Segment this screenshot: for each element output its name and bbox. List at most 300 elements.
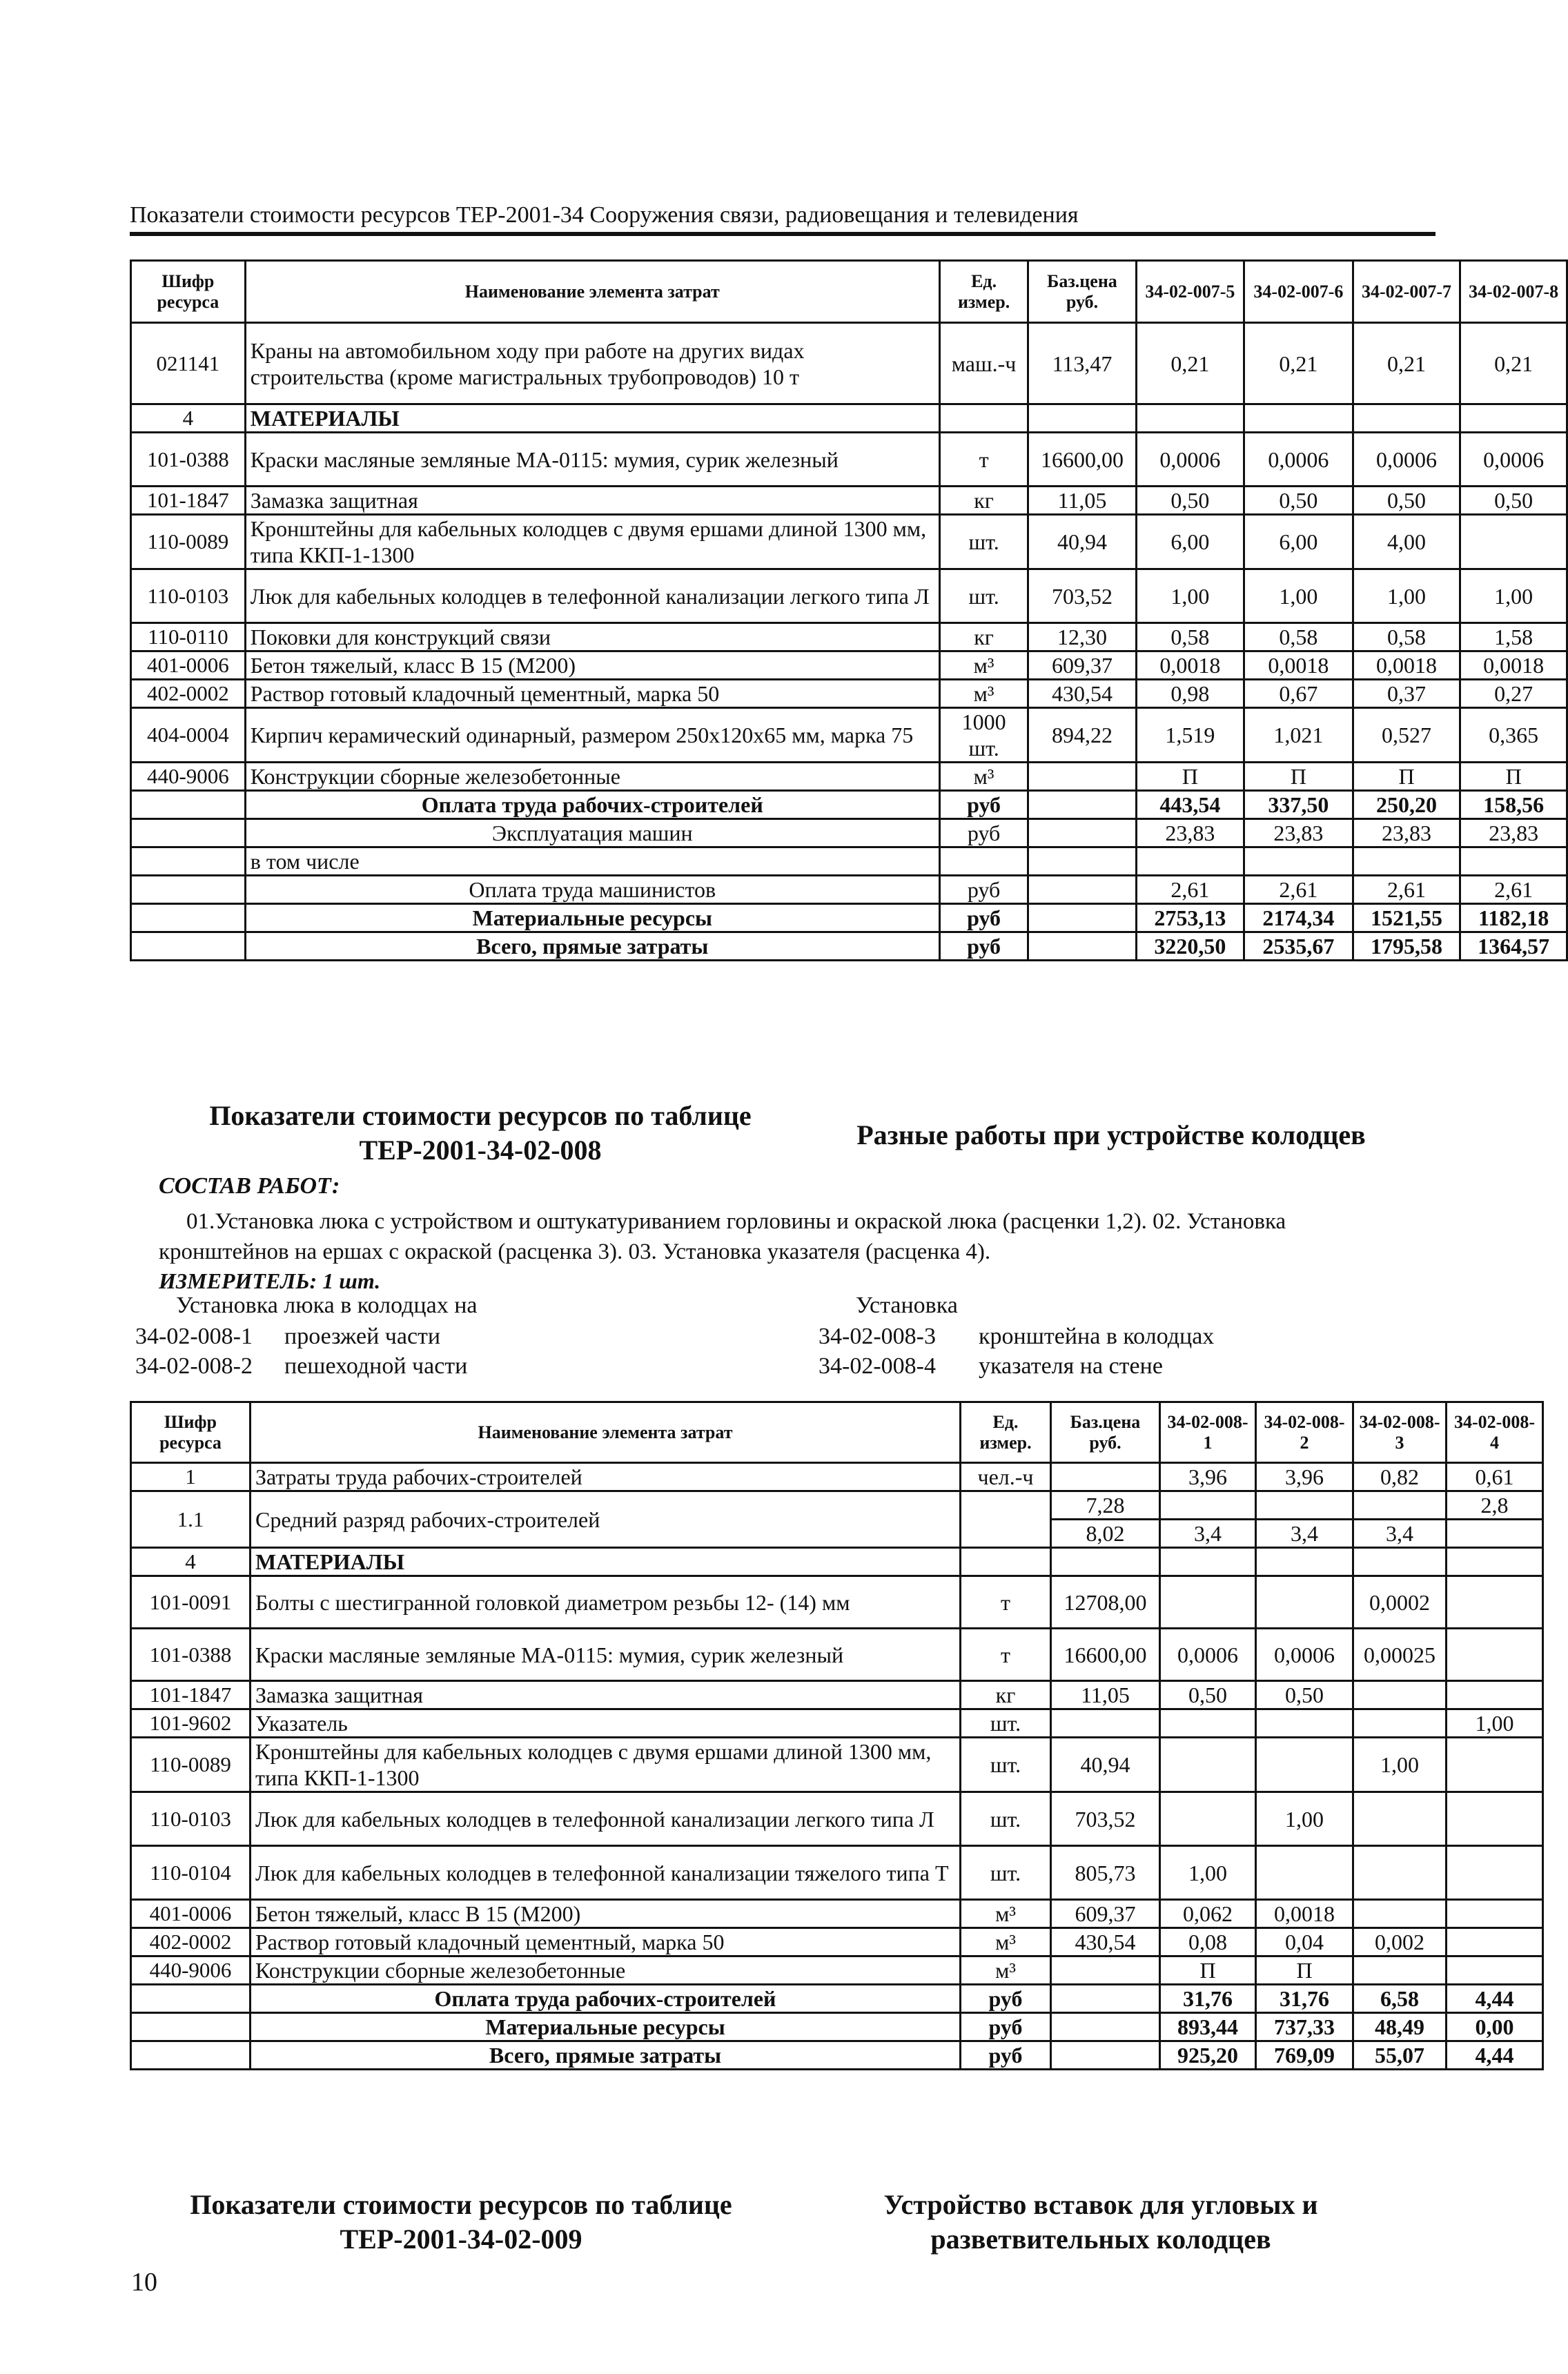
cell-value: 3,4 <box>1256 1520 1353 1548</box>
cell-code <box>131 847 246 876</box>
cell-price: 430,54 <box>1028 680 1136 708</box>
cell-price: 609,37 <box>1051 1900 1160 1928</box>
cell-code: 402-0002 <box>131 680 246 708</box>
cell-name: Кирпич керамический одинарный, размером 250х120х65 мм, марка 75 <box>245 708 939 763</box>
cell-name: Конструкции сборные железобетонные <box>251 1956 961 1985</box>
variant-code: 34-02-008-2 <box>135 1353 253 1379</box>
cell-name: Всего, прямые затраты <box>251 2041 961 2070</box>
cell-price: 703,52 <box>1051 1792 1160 1846</box>
cell-value <box>1460 404 1567 433</box>
cell-price <box>1051 1463 1160 1491</box>
cell-code: 101-9602 <box>131 1709 251 1738</box>
cell-value <box>1447 1792 1543 1846</box>
cell-value <box>1160 1491 1256 1520</box>
cell-value: 1,00 <box>1136 569 1244 623</box>
cell-name: Оплата труда машинистов <box>245 876 939 904</box>
cell-unit: шт. <box>939 569 1028 623</box>
cell-value: 4,44 <box>1447 2041 1543 2070</box>
table-row <box>131 487 1567 515</box>
table-row <box>131 404 1567 433</box>
header-col-2: 34-02-008-2 <box>1256 1402 1353 1463</box>
cell-value: 0,61 <box>1447 1463 1543 1491</box>
cell-value: 55,07 <box>1353 2041 1447 2070</box>
cell-value: 0,0018 <box>1460 651 1567 680</box>
cell-value <box>1447 1520 1543 1548</box>
cell-value: 0,21 <box>1460 323 1567 404</box>
cell-code <box>131 2013 251 2041</box>
table-row <box>131 791 1567 819</box>
cell-value <box>1160 1738 1256 1792</box>
table-row <box>131 904 1567 932</box>
header-col-4: 34-02-007-8 <box>1460 261 1567 323</box>
header-code: Шифр ресурса <box>131 261 246 323</box>
cell-unit: 1000 шт. <box>939 708 1028 763</box>
cell-code: 110-0104 <box>131 1846 251 1900</box>
table-row <box>131 1792 1543 1846</box>
cell-value: 0,0006 <box>1353 433 1460 487</box>
cell-value: 1,021 <box>1244 708 1353 763</box>
cell-value <box>1256 1576 1353 1629</box>
cell-value: 2753,13 <box>1136 904 1244 932</box>
table-row <box>131 433 1567 487</box>
cell-value <box>1160 1548 1256 1576</box>
cell-price: 40,94 <box>1051 1738 1160 1792</box>
cell-code: 4 <box>131 1548 251 1576</box>
cell-unit <box>939 404 1028 433</box>
cell-value: 0,21 <box>1353 323 1460 404</box>
cell-value: 0,527 <box>1353 708 1460 763</box>
cell-value: 0,0006 <box>1160 1629 1256 1681</box>
header-col-1: 34-02-007-5 <box>1136 261 1244 323</box>
cell-code: 110-0110 <box>131 623 246 651</box>
table-row <box>131 763 1567 791</box>
variant-code: 34-02-008-3 <box>819 1324 936 1349</box>
cell-value <box>1160 1576 1256 1629</box>
cell-value: 443,54 <box>1136 791 1244 819</box>
cell-code: 021141 <box>131 323 246 404</box>
cell-unit: м³ <box>939 651 1028 680</box>
cell-value: 0,04 <box>1256 1928 1353 1956</box>
cell-value: 6,00 <box>1136 515 1244 569</box>
cell-unit: шт. <box>939 515 1028 569</box>
resource-table-007 <box>130 259 1568 961</box>
cell-price: 11,05 <box>1028 487 1136 515</box>
cell-value: 23,83 <box>1353 819 1460 847</box>
cell-name: Конструкции сборные железобетонные <box>245 763 939 791</box>
table-row <box>131 2041 1543 2070</box>
cell-value: 1,00 <box>1447 1709 1543 1738</box>
cell-code <box>131 904 246 932</box>
cell-value <box>1353 1709 1447 1738</box>
cell-code: 1 <box>131 1463 251 1491</box>
cell-unit <box>961 1548 1051 1576</box>
cell-value <box>1447 1681 1543 1709</box>
cell-value: 1,00 <box>1460 569 1567 623</box>
cell-value: 23,83 <box>1136 819 1244 847</box>
cell-value: 0,0002 <box>1353 1576 1447 1629</box>
cell-value: 2,61 <box>1353 876 1460 904</box>
cell-value: 48,49 <box>1353 2013 1447 2041</box>
cell-value <box>1353 1491 1447 1520</box>
cell-value <box>1447 1738 1543 1792</box>
table-row <box>131 1709 1543 1738</box>
cell-unit: руб <box>961 1985 1051 2013</box>
table-row <box>131 1548 1543 1576</box>
cell-value: 23,83 <box>1460 819 1567 847</box>
cell-unit: шт. <box>961 1738 1051 1792</box>
cell-name: Поковки для конструкций связи <box>245 623 939 651</box>
cell-value: 1,00 <box>1244 569 1353 623</box>
cell-value <box>1256 1709 1353 1738</box>
header-price: Баз.цена руб. <box>1051 1402 1160 1463</box>
cell-price <box>1051 1709 1160 1738</box>
cell-name: Бетон тяжелый, класс В 15 (М200) <box>251 1900 961 1928</box>
cell-value: 3,4 <box>1353 1520 1447 1548</box>
cell-value: 6,00 <box>1244 515 1353 569</box>
cell-value: 3220,50 <box>1136 932 1244 961</box>
cell-unit <box>939 847 1028 876</box>
table-row <box>131 1985 1543 2013</box>
cell-value: 0,0018 <box>1353 651 1460 680</box>
resource-table-008 <box>130 1401 1544 2070</box>
cell-value: 1364,57 <box>1460 932 1567 961</box>
cell-value: 1795,58 <box>1353 932 1460 961</box>
cell-unit <box>961 1491 1051 1548</box>
cell-value: П <box>1353 763 1460 791</box>
cell-code: 110-0089 <box>131 515 246 569</box>
cell-value: 4,44 <box>1447 1985 1543 2013</box>
cell-value: П <box>1256 1956 1353 1985</box>
cell-value <box>1447 1629 1543 1681</box>
cell-price: 894,22 <box>1028 708 1136 763</box>
cell-price <box>1028 791 1136 819</box>
table-row <box>131 932 1567 961</box>
cell-name: Люк для кабельных колодцев в телефонной канализации легкого типа Л <box>251 1792 961 1846</box>
cell-price: 805,73 <box>1051 1846 1160 1900</box>
cell-unit: т <box>939 433 1028 487</box>
cell-value <box>1353 847 1460 876</box>
cell-price <box>1051 1548 1160 1576</box>
cell-name: Оплата труда рабочих-строителей <box>245 791 939 819</box>
section-heading-left: Показатели стоимости ресурсов по таблице ТЕР-2001-34-02-008 <box>209 1100 752 1166</box>
cell-unit: шт. <box>961 1792 1051 1846</box>
cell-price: 16600,00 <box>1028 433 1136 487</box>
cell-price <box>1028 404 1136 433</box>
cell-name: Замазка защитная <box>251 1681 961 1709</box>
table-row <box>131 1928 1543 1956</box>
cell-value <box>1353 1846 1447 1900</box>
cell-code <box>131 932 246 961</box>
cell-name: Затраты труда рабочих-строителей <box>251 1463 961 1491</box>
cell-value <box>1244 404 1353 433</box>
cell-value: 2,61 <box>1136 876 1244 904</box>
header-col-3: 34-02-007-7 <box>1353 261 1460 323</box>
cell-name: Болты с шестигранной головкой диаметром резьбы 12- (14) мм <box>251 1576 961 1629</box>
cell-value <box>1353 1548 1447 1576</box>
table-row <box>131 323 1567 404</box>
cell-value <box>1136 847 1244 876</box>
cell-value: 2174,34 <box>1244 904 1353 932</box>
table-row <box>131 1738 1543 1792</box>
cell-unit: т <box>961 1629 1051 1681</box>
cell-value: 1,00 <box>1353 569 1460 623</box>
cell-value: 0,50 <box>1460 487 1567 515</box>
cell-value: 0,82 <box>1353 1463 1447 1491</box>
table-row <box>131 847 1567 876</box>
cell-code <box>131 2041 251 2070</box>
cell-unit: м³ <box>961 1956 1051 1985</box>
table-row <box>131 1576 1543 1629</box>
cell-value: 337,50 <box>1244 791 1353 819</box>
cell-value <box>1256 1738 1353 1792</box>
cell-value <box>1460 515 1567 569</box>
cell-name: Указатель <box>251 1709 961 1738</box>
table-row <box>131 680 1567 708</box>
cell-value: 1,519 <box>1136 708 1244 763</box>
variant-text: указателя на стене <box>979 1353 1163 1379</box>
cell-value: 3,96 <box>1160 1463 1256 1491</box>
cell-unit: руб <box>939 819 1028 847</box>
cell-value: 4,00 <box>1353 515 1460 569</box>
cell-code <box>131 819 246 847</box>
table-row <box>131 1491 1543 1520</box>
cell-unit: м³ <box>939 763 1028 791</box>
cell-unit: руб <box>939 932 1028 961</box>
cell-value: 0,0006 <box>1256 1629 1353 1681</box>
cell-name: Кронштейны для кабельных колодцев с двумя ершами длиной 1300 мм, типа ККП-1-1300 <box>251 1738 961 1792</box>
header-name: Наименование элемента затрат <box>251 1402 961 1463</box>
cell-value <box>1460 847 1567 876</box>
cell-value: П <box>1136 763 1244 791</box>
cell-price: 113,47 <box>1028 323 1136 404</box>
cell-value: 23,83 <box>1244 819 1353 847</box>
cell-price: 7,28 <box>1051 1491 1160 1520</box>
cell-code <box>131 791 246 819</box>
measure-label: ИЗМЕРИТЕЛЬ: 1 шт. <box>159 1268 381 1293</box>
cell-code: 4 <box>131 404 246 433</box>
cell-unit: чел.-ч <box>961 1463 1051 1491</box>
cell-code: 401-0006 <box>131 1900 251 1928</box>
table-row <box>131 651 1567 680</box>
variant-code: 34-02-008-1 <box>135 1324 253 1349</box>
cell-code: 440-9006 <box>131 1956 251 1985</box>
cell-value <box>1353 1681 1447 1709</box>
cell-code: 101-1847 <box>131 1681 251 1709</box>
cell-value: 0,0006 <box>1244 433 1353 487</box>
cell-value <box>1136 404 1244 433</box>
cell-unit: руб <box>939 791 1028 819</box>
cell-value: 0,365 <box>1460 708 1567 763</box>
cell-value: 0,062 <box>1160 1900 1256 1928</box>
cell-price: 609,37 <box>1028 651 1136 680</box>
cell-name: Оплата труда рабочих-строителей <box>251 1985 961 2013</box>
cell-value <box>1353 1792 1447 1846</box>
cell-price: 12708,00 <box>1051 1576 1160 1629</box>
cell-price <box>1051 2041 1160 2070</box>
cell-value <box>1447 1956 1543 1985</box>
table-header-row <box>131 261 1567 323</box>
cell-code: 401-0006 <box>131 651 246 680</box>
cell-unit: маш.-ч <box>939 323 1028 404</box>
cell-value: 0,27 <box>1460 680 1567 708</box>
cell-value <box>1447 1576 1543 1629</box>
cell-name: Люк для кабельных колодцев в телефонной канализации легкого типа Л <box>245 569 939 623</box>
cell-value: 0,0018 <box>1136 651 1244 680</box>
header-code: Шифр ресурса <box>131 1402 251 1463</box>
cell-value: 2,8 <box>1447 1491 1543 1520</box>
cell-value: 2535,67 <box>1244 932 1353 961</box>
table-row <box>131 876 1567 904</box>
page-number: 10 <box>131 2268 157 2297</box>
cell-value: 925,20 <box>1160 2041 1256 2070</box>
cell-price <box>1028 876 1136 904</box>
cell-value: 1521,55 <box>1353 904 1460 932</box>
cell-name: Люк для кабельных колодцев в телефонной канализации тяжелого типа Т <box>251 1846 961 1900</box>
cell-name: МАТЕРИАЛЫ <box>251 1548 961 1576</box>
cell-price <box>1051 1985 1160 2013</box>
cell-name: Бетон тяжелый, класс В 15 (М200) <box>245 651 939 680</box>
cell-value: 0,21 <box>1136 323 1244 404</box>
table-row <box>131 1900 1543 1928</box>
cell-name: Кронштейны для кабельных колодцев с двумя ершами длиной 1300 мм, типа ККП-1-1300 <box>245 515 939 569</box>
header-col-1: 34-02-008-1 <box>1160 1402 1256 1463</box>
cell-value: 0,50 <box>1353 487 1460 515</box>
variant-text: проезжей части <box>284 1324 441 1349</box>
cell-value: 0,08 <box>1160 1928 1256 1956</box>
cell-unit: руб <box>961 2013 1051 2041</box>
cell-value: 0,50 <box>1160 1681 1256 1709</box>
cell-value: 769,09 <box>1256 2041 1353 2070</box>
section-heading-left: Показатели стоимости ресурсов по таблице ТЕР-2001-34-02-009 <box>190 2189 732 2255</box>
cell-value <box>1353 1900 1447 1928</box>
cell-value <box>1447 1548 1543 1576</box>
cell-value: 0,98 <box>1136 680 1244 708</box>
cell-price <box>1028 847 1136 876</box>
cell-code <box>131 876 246 904</box>
cell-code: 101-0388 <box>131 433 246 487</box>
cell-value: 893,44 <box>1160 2013 1256 2041</box>
cell-value: 1,00 <box>1353 1738 1447 1792</box>
cell-value: 0,37 <box>1353 680 1460 708</box>
cell-value: 1,00 <box>1256 1792 1353 1846</box>
cell-price: 8,02 <box>1051 1520 1160 1548</box>
cell-value: 0,58 <box>1244 623 1353 651</box>
header-name: Наименование элемента затрат <box>245 261 939 323</box>
cell-price: 16600,00 <box>1051 1629 1160 1681</box>
section-heading-right: Устройство вставок для угловых и разветвительных колодцев <box>883 2189 1318 2255</box>
cell-value <box>1160 1792 1256 1846</box>
cell-value: 31,76 <box>1160 1985 1256 2013</box>
cell-value: П <box>1160 1956 1256 1985</box>
cell-unit: м³ <box>939 680 1028 708</box>
cell-unit: руб <box>939 876 1028 904</box>
cell-price: 703,52 <box>1028 569 1136 623</box>
cell-price: 11,05 <box>1051 1681 1160 1709</box>
running-header: Показатели стоимости ресурсов ТЕР-2001-34 Сооружения связи, радиовещания и телевидения <box>130 202 1079 228</box>
cell-price <box>1028 904 1136 932</box>
table-header-row <box>131 1402 1543 1463</box>
cell-name: в том числе <box>245 847 939 876</box>
variant-code: 34-02-008-4 <box>819 1353 936 1379</box>
cell-value: 0,0018 <box>1244 651 1353 680</box>
cell-price <box>1028 932 1136 961</box>
cell-price <box>1028 763 1136 791</box>
cell-value <box>1256 1491 1353 1520</box>
cell-value: 2,61 <box>1460 876 1567 904</box>
cell-name: Краски масляные земляные МА-0115: мумия, сурик железный <box>245 433 939 487</box>
cell-value: П <box>1244 763 1353 791</box>
header-unit: Ед. измер. <box>939 261 1028 323</box>
cell-name: Средний разряд рабочих-строителей <box>251 1491 961 1548</box>
cell-value: 0,00 <box>1447 2013 1543 2041</box>
cell-name: Материальные ресурсы <box>245 904 939 932</box>
cell-code: 440-9006 <box>131 763 246 791</box>
cell-value: 0,21 <box>1244 323 1353 404</box>
cell-name: Краны на автомобильном ходу при работе на других видах строительства (кроме магистральных трубопроводов) 10 т <box>245 323 939 404</box>
cell-name: Замазка защитная <box>245 487 939 515</box>
cell-value <box>1244 847 1353 876</box>
cell-value <box>1353 1956 1447 1985</box>
table-row <box>131 623 1567 651</box>
cell-value: 0,50 <box>1256 1681 1353 1709</box>
cell-code <box>131 1985 251 2013</box>
header-col-3: 34-02-008-3 <box>1353 1402 1447 1463</box>
table-row <box>131 1681 1543 1709</box>
cell-name: Эксплуатация машин <box>245 819 939 847</box>
cell-name: Раствор готовый кладочный цементный, марка 50 <box>245 680 939 708</box>
cell-name: Раствор готовый кладочный цементный, марка 50 <box>251 1928 961 1956</box>
cell-name: Краски масляные земляные МА-0115: мумия, сурик железный <box>251 1629 961 1681</box>
cell-unit: кг <box>939 487 1028 515</box>
cell-code: 101-0091 <box>131 1576 251 1629</box>
cell-value: 1,00 <box>1160 1846 1256 1900</box>
table-row <box>131 819 1567 847</box>
header-rule <box>130 232 1435 236</box>
variant-text: пешеходной части <box>284 1353 468 1379</box>
cell-value: 31,76 <box>1256 1985 1353 2013</box>
cell-unit: м³ <box>961 1928 1051 1956</box>
table-row <box>131 2013 1543 2041</box>
header-price: Баз.цена руб. <box>1028 261 1136 323</box>
cell-value: П <box>1460 763 1567 791</box>
cell-name: Всего, прямые затраты <box>245 932 939 961</box>
cell-value: 0,58 <box>1136 623 1244 651</box>
cell-value: 158,56 <box>1460 791 1567 819</box>
cell-value <box>1447 1846 1543 1900</box>
cell-value: 250,20 <box>1353 791 1460 819</box>
variants-left-title: Установка люка в колодцах на <box>176 1293 478 1318</box>
cell-price: 12,30 <box>1028 623 1136 651</box>
cell-unit: т <box>961 1576 1051 1629</box>
cell-value: 0,0018 <box>1256 1900 1353 1928</box>
cell-code: 404-0004 <box>131 708 246 763</box>
cell-value: 0,002 <box>1353 1928 1447 1956</box>
cell-value: 0,50 <box>1136 487 1244 515</box>
cell-value: 1182,18 <box>1460 904 1567 932</box>
cell-unit: шт. <box>961 1709 1051 1738</box>
table-row <box>131 1846 1543 1900</box>
variant-text: кронштейна в колодцах <box>979 1324 1215 1349</box>
cell-price: 40,94 <box>1028 515 1136 569</box>
section-heading-right: Разные работы при устройстве колодцев <box>856 1119 1366 1150</box>
cell-value: 0,00025 <box>1353 1629 1447 1681</box>
header-col-2: 34-02-007-6 <box>1244 261 1353 323</box>
cell-value: 3,4 <box>1160 1520 1256 1548</box>
cell-value <box>1256 1548 1353 1576</box>
table-row <box>131 569 1567 623</box>
variants-right-title: Установка <box>856 1293 958 1318</box>
cell-name: Материальные ресурсы <box>251 2013 961 2041</box>
